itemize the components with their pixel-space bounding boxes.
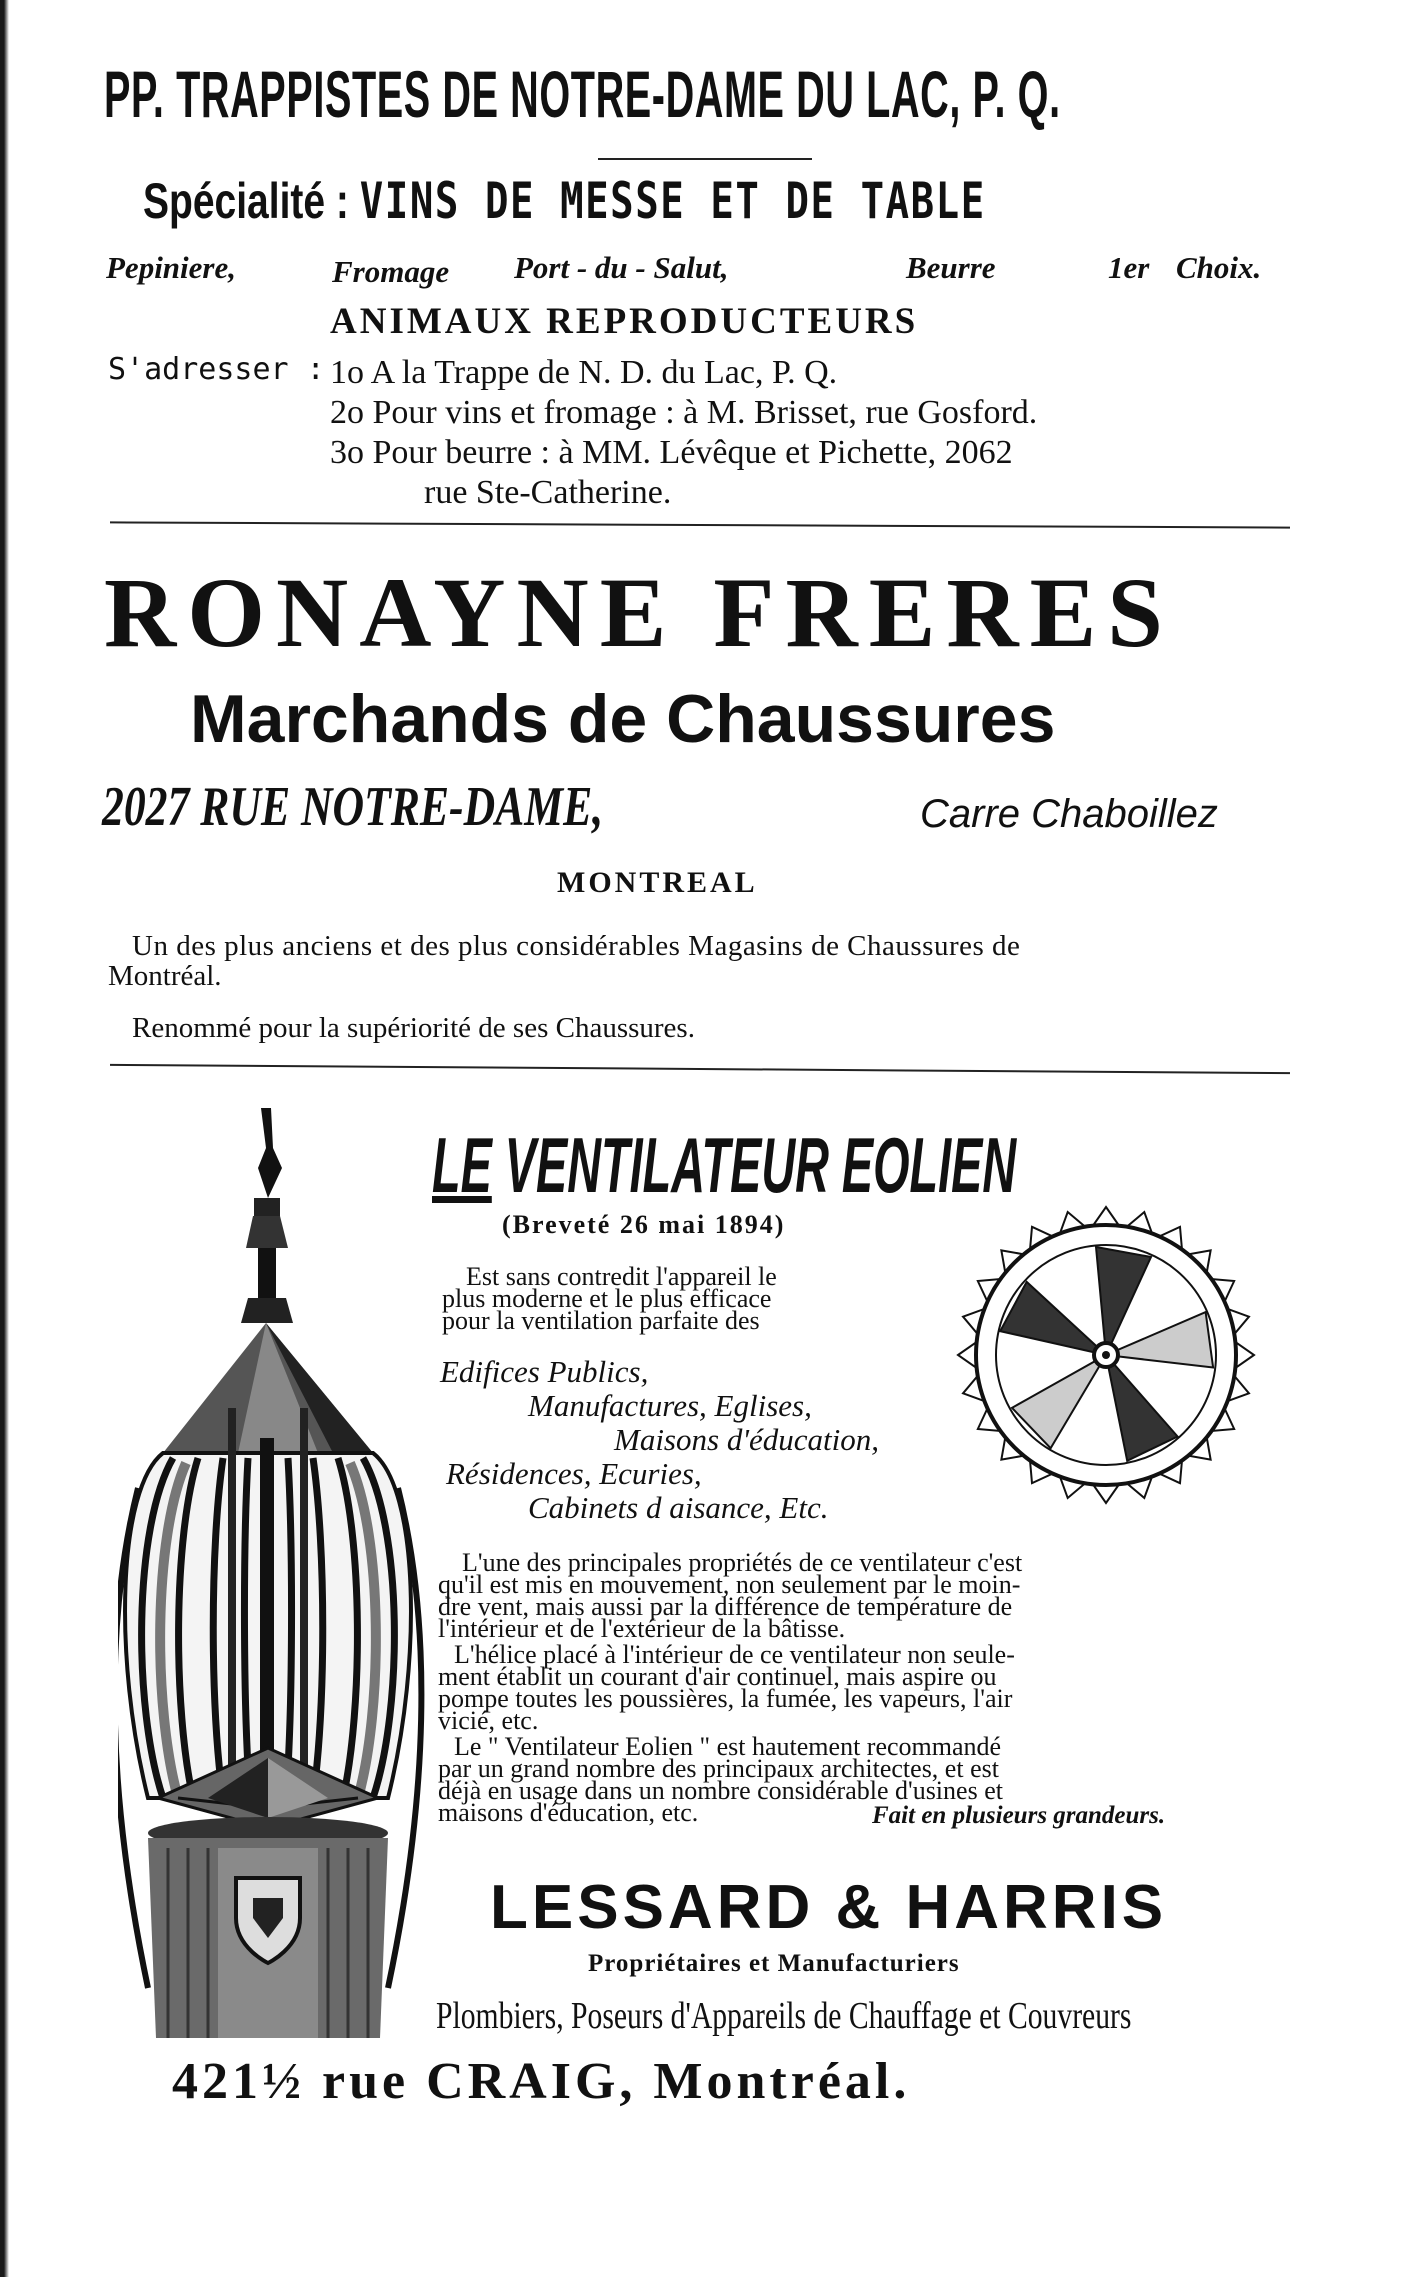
ronayne-desc-3: Renommé pour la supériorité de ses Chaussures. — [132, 1012, 695, 1044]
ronayne-city: MONTREAL — [557, 866, 758, 899]
lessard-trade: Plombiers, Poseurs d'Appareils de Chauffage et Couvreurs — [436, 1995, 1132, 2037]
ventilator-title-main: VENTILATEUR EOLIEN — [504, 1121, 1017, 1209]
ventilator-intro — [442, 1262, 777, 1335]
paragraph-line: déjà en usage dans un nombre considérable d'usines et — [438, 1776, 1003, 1805]
trappistes-title: PP. TRAPPISTES DE NOTRE-DAME DU LAC, P. Q. — [104, 57, 1061, 131]
paragraph-line: par un grand nombre des principaux architectes, et est — [438, 1754, 999, 1783]
address-line-2: 2o Pour vins et fromage : à M. Brisset, rue Gosford. — [330, 394, 1038, 431]
animals-heading: ANIMAUX REPRODUCTEURS — [330, 301, 919, 342]
divider-1 — [110, 521, 1290, 528]
fan-wheel-illustration — [956, 1205, 1256, 1505]
ventilator-paragraph-1 — [438, 1548, 1023, 1643]
product-port-du-salut: Port - du - Salut, — [514, 250, 729, 285]
paragraph-line: l'intérieur et de l'extérieur de la bâtisse. — [438, 1614, 846, 1643]
ventilator-paragraph-2 — [438, 1640, 1015, 1735]
ventilator-sizes-note: Fait en plusieurs grandeurs. — [872, 1802, 1166, 1829]
ronayne-street: 2027 RUE NOTRE-DAME, — [102, 776, 604, 838]
intro-line: Est sans contredit l'appareil le — [466, 1262, 777, 1291]
ronayne-trade: Marchands de Chaussures — [190, 681, 1056, 757]
paragraph-line: qu'il est mis en mouvement, non seulement par le moin- — [438, 1570, 1021, 1599]
ronayne-desc-2: Montréal. — [108, 960, 222, 992]
paragraph-line: ment établit un courant d'air continuel, mais aspire ou — [438, 1662, 997, 1691]
building-line: Résidences, Ecuries, — [446, 1456, 702, 1491]
intro-line: pour la ventilation parfaite des — [442, 1306, 760, 1335]
ventilator-title — [432, 1120, 1427, 1211]
specialty-main: VINS DE MESSE ET DE TABLE — [359, 172, 986, 230]
address-label: S'adresser : — [108, 352, 325, 387]
paragraph-line: Le " Ventilateur Eolien " est hautement recommandé — [454, 1732, 1002, 1761]
paragraph-line: L'une des principales propriétés de ce ventilateur c'est — [462, 1548, 1023, 1577]
product-beurre: Beurre — [906, 250, 996, 285]
paragraph-line: pompe toutes les poussières, la fumée, les vapeurs, l'air — [438, 1684, 1013, 1713]
paragraph-line: vicié, etc. — [438, 1706, 539, 1735]
lessard-role: Propriétaires et Manufacturiers — [588, 1950, 960, 1977]
building-line: Cabinets d aisance, Etc. — [528, 1490, 829, 1525]
address-line-1: 1o A la Trappe de N. D. du Lac, P. Q. — [330, 354, 838, 391]
paragraph-line: dre vent, mais aussi par la différence de température de — [438, 1592, 1013, 1621]
product-choix: Choix. — [1176, 250, 1262, 285]
specialty-line — [143, 172, 1427, 230]
building-line: Edifices Publics, — [440, 1354, 649, 1389]
paragraph-line: maisons d'éducation, etc. — [438, 1798, 699, 1827]
ronayne-square: Carre Chaboillez — [920, 792, 1218, 836]
ronayne-desc-1: Un des plus anciens et des plus considérables Magasins de Chaussures de — [132, 930, 1021, 962]
intro-line: plus moderne et le plus efficace — [442, 1284, 772, 1313]
ventilator-title-le: LE — [432, 1121, 492, 1209]
title-underline — [598, 158, 812, 160]
ronayne-name: RONAYNE FRERES — [104, 557, 1174, 668]
product-fromage: Fromage — [332, 254, 450, 289]
address-line-4: rue Ste-Catherine. — [424, 474, 672, 511]
scan-edge-shadow — [0, 0, 14, 2277]
product-pepiniere: Pepiniere, — [106, 250, 236, 285]
address-line-3: 3o Pour beurre : à MM. Lévêque et Pichette, 2062 — [330, 434, 1013, 471]
paragraph-line: L'hélice placé à l'intérieur de ce ventilateur non seule- — [454, 1640, 1015, 1669]
ventilator-patent: (Breveté 26 mai 1894) — [502, 1210, 786, 1239]
lessard-address: 421½ rue CRAIG, Montréal. — [172, 2053, 911, 2110]
ventilator-illustration — [118, 1108, 438, 2038]
specialty-prefix: Spécialité : — [143, 173, 349, 229]
product-1er: 1er — [1108, 250, 1150, 285]
building-line: Manufactures, Eglises, — [528, 1388, 812, 1423]
building-line: Maisons d'éducation, — [614, 1422, 879, 1457]
divider-2 — [110, 1064, 1290, 1074]
lessard-name: LESSARD & HARRIS — [490, 1873, 1168, 1942]
